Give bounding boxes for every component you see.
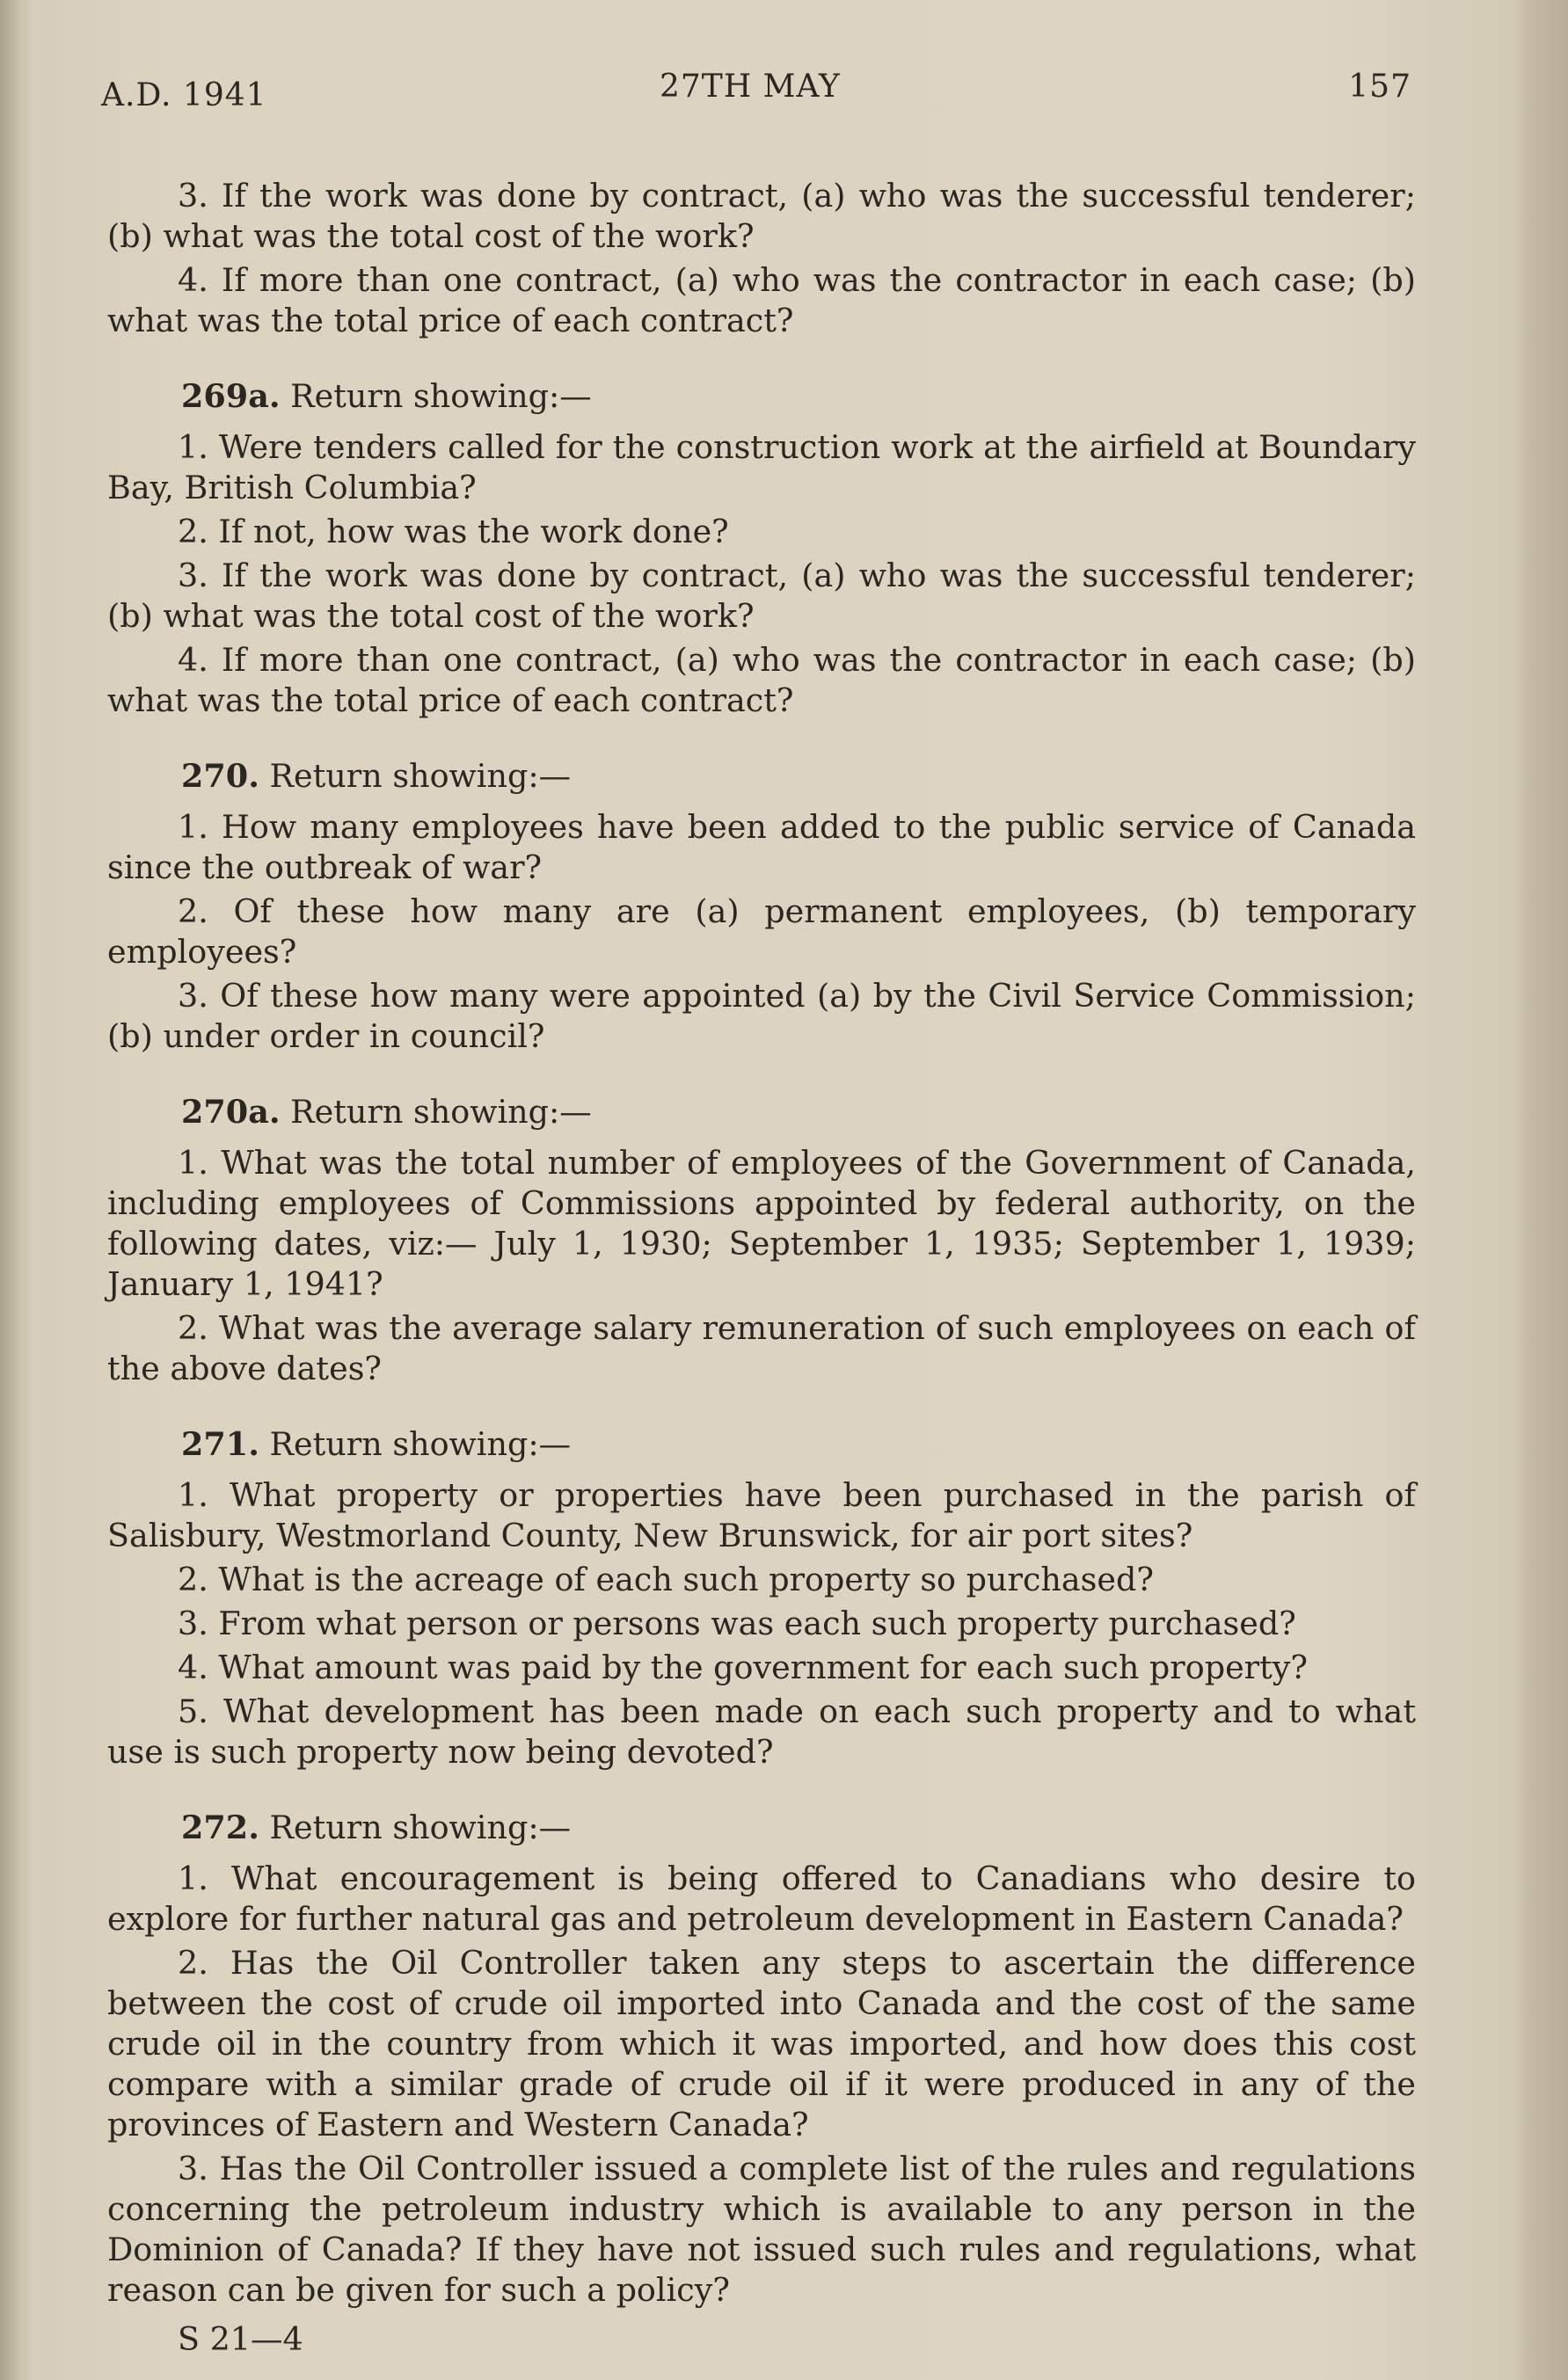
section-heading: [181, 1808, 1416, 1848]
header-date: 27TH MAY: [660, 69, 841, 105]
section-heading: [181, 1424, 1416, 1465]
section-heading-text: Return showing:—: [290, 1093, 592, 1131]
section-continued: [107, 176, 1416, 341]
page-edge-left: [0, 0, 23, 2380]
page-number: 157: [1348, 69, 1411, 105]
section-heading-text: Return showing:—: [269, 1425, 572, 1463]
section-heading-text: Return showing:—: [290, 377, 592, 415]
question-item: 1. How many employees have been added to the public service of Canada since the outbreak of war?: [107, 808, 1416, 886]
question-item: 4. If more than one contract, (a) who was the contractor in each case; (b) what was the total price of each contract?: [107, 261, 1416, 339]
section-number: 270a.: [181, 1093, 281, 1131]
page-edge-right: [1515, 0, 1568, 2380]
question-item: 2. Of these how many are (a) permanent employees, (b) temporary employees?: [107, 892, 1416, 971]
section-heading: [181, 376, 1416, 417]
page-body: [107, 176, 1416, 2360]
section-heading-text: Return showing:—: [269, 757, 572, 795]
question-item: 4. What amount was paid by the government for each such property?: [178, 1649, 1308, 1686]
section-272: [107, 1808, 1416, 2311]
question-item: 1. What was the total number of employees of the Government of Canada, including employees of Commissions appointed by federal authority, on the following dates, viz:— July 1, 1930; September 1, 1935; September 1, 1939; January 1, 1941?: [107, 1144, 1416, 1303]
section-number: 271.: [181, 1425, 259, 1463]
question-item: 3. If the work was done by contract, (a) who was the successful tenderer; (b) what was the total cost of the work?: [107, 557, 1416, 635]
running-header: [101, 69, 1411, 121]
question-item: 2. What was the average salary remuneration of such employees on each of the above dates?: [107, 1309, 1416, 1387]
section-heading-text: Return showing:—: [269, 1809, 572, 1846]
question-item: 1. What property or properties have been purchased in the parish of Salisbury, Westmorland County, New Brunswick, for air port sites?: [107, 1476, 1416, 1554]
section-heading: [181, 1092, 1416, 1132]
section-number: 269a.: [181, 377, 281, 415]
question-item: 3. Has the Oil Controller issued a complete list of the rules and regulations concerning the petroleum industry which is available to any person in the Dominion of Canada? If they have not issued such rules and regulations, what reason can be given for such a policy?: [107, 2150, 1416, 2309]
question-item: 4. If more than one contract, (a) who was the contractor in each case; (b) what was the total price of each contract?: [107, 641, 1416, 719]
signature-mark: S 21—4: [178, 2320, 303, 2358]
question-item: 3. If the work was done by contract, (a) who was the successful tenderer; (b) what was the total cost of the work?: [107, 177, 1416, 255]
section-number: 270.: [181, 757, 259, 795]
section-270: [107, 756, 1416, 1057]
question-item: 2. Has the Oil Controller taken any steps to ascertain the difference between the cost of crude oil imported into Canada and the cost of the same crude oil in the country from which it was imported, and how does this cost compare with a similar grade of crude oil if it were produced in any of the provinces of Eastern and Western Canada?: [107, 1944, 1416, 2143]
question-item: 1. Were tenders called for the construction work at the airfield at Boundary Bay, British Columbia?: [107, 428, 1416, 506]
section-269a: [107, 376, 1416, 721]
question-item: 3. Of these how many were appointed (a) by the Civil Service Commission; (b) under order in council?: [107, 977, 1416, 1055]
question-item: 2. If not, how was the work done?: [178, 513, 729, 550]
question-item: 1. What encouragement is being offered to Canadians who desire to explore for further natural gas and petroleum development in Eastern Canada?: [107, 1860, 1416, 1938]
section-270a: [107, 1092, 1416, 1389]
question-item: 5. What development has been made on each such property and to what use is such property now being devoted?: [107, 1692, 1416, 1771]
section-number: 272.: [181, 1809, 259, 1846]
section-271: [107, 1424, 1416, 1772]
section-heading: [181, 756, 1416, 797]
header-year: A.D. 1941: [101, 77, 267, 113]
question-item: 3. From what person or persons was each such property purchased?: [178, 1605, 1296, 1642]
question-item: 2. What is the acreage of each such property so purchased?: [178, 1561, 1154, 1598]
